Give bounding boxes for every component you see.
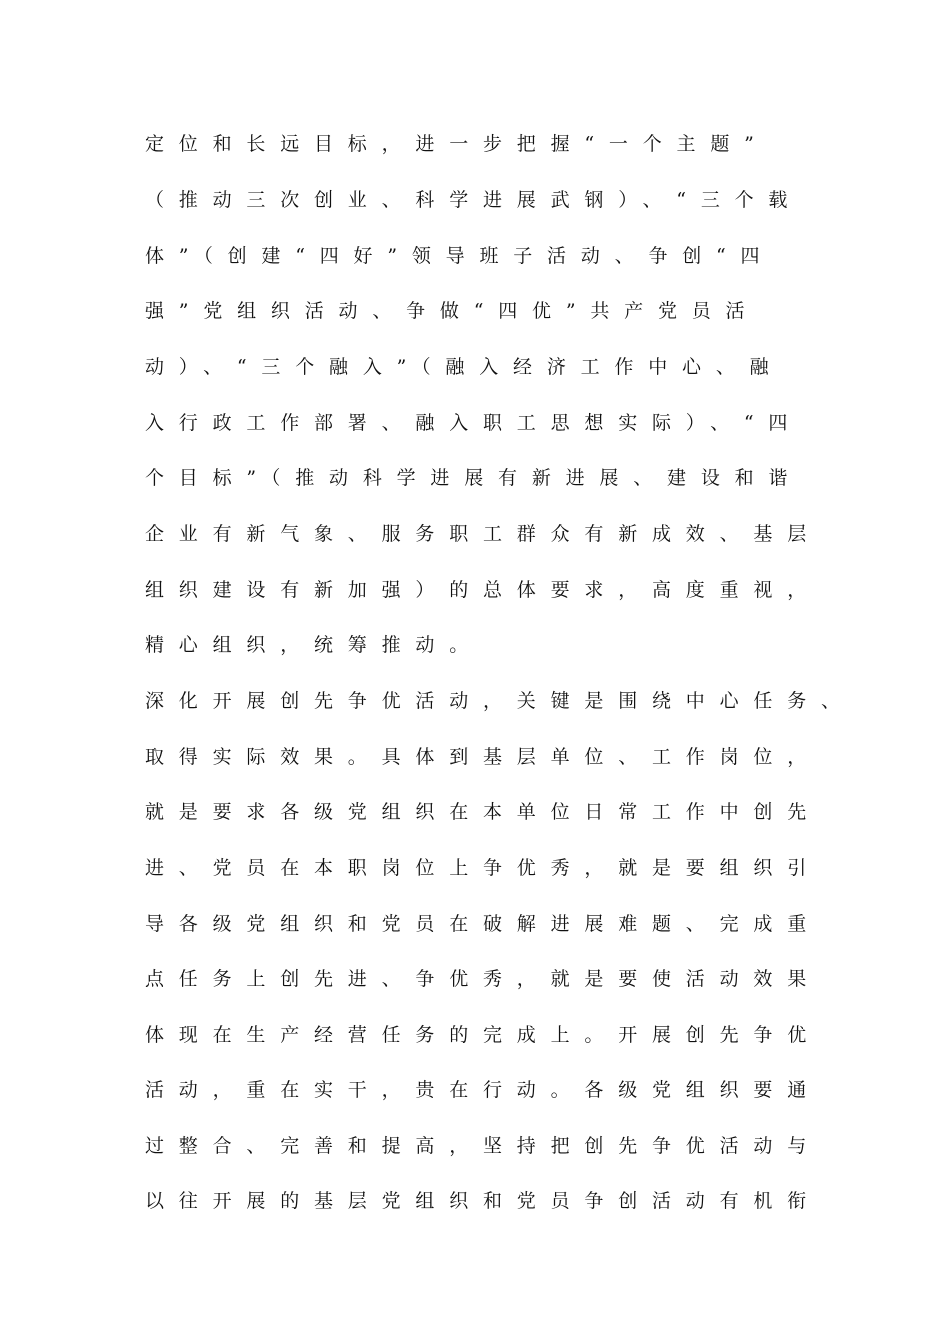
text-line: 活动，重在实干，贵在行动。各级党组织要通 xyxy=(145,1079,822,1101)
text-line: 取得实际效果。具体到基层单位、工作岗位， xyxy=(145,746,822,768)
text-line: 导各级党组织和党员在破解进展难题、完成重 xyxy=(145,913,822,935)
text-line: 组织建设有新加强）的总体要求，高度重视， xyxy=(145,579,822,601)
text-line: 定位和长远目标，进一步把握“一个主题” xyxy=(145,133,769,155)
text-line: 企业有新气象、服务职工群众有新成效、基层 xyxy=(145,523,822,545)
text-line: 点任务上创先进、争优秀，就是要使活动效果 xyxy=(145,968,822,990)
text-line: 深化开展创先争优活动，关键是围绕中心任务、 xyxy=(145,690,855,712)
text-line: 精心组织，统筹推动。 xyxy=(145,634,484,656)
text-line: （推动三次创业、科学进展武钢）、“三个载 xyxy=(145,189,803,211)
text-line: 动）、“三个融入”（融入经济工作中心、融 xyxy=(145,356,784,378)
text-line: 入行政工作部署、融入职工思想实际）、“四 xyxy=(145,412,803,434)
text-line: 体现在生产经营任务的完成上。开展创先争优 xyxy=(145,1024,822,1046)
text-line: 过整合、完善和提高，坚持把创先争优活动与 xyxy=(145,1135,822,1157)
text-line: 以往开展的基层党组织和党员争创活动有机衔 xyxy=(145,1190,822,1212)
text-line: 进、党员在本职岗位上争优秀，就是要组织引 xyxy=(145,857,822,879)
text-line: 体”（创建“四好”领导班子活动、争创“四 xyxy=(145,245,775,267)
text-line: 就是要求各级党组织在本单位日常工作中创先 xyxy=(145,801,822,823)
text-line: 强”党组织活动、争做“四优”共产党员活 xyxy=(145,300,760,322)
text-line: 个目标”（推动科学进展有新进展、建设和谐 xyxy=(145,467,803,489)
